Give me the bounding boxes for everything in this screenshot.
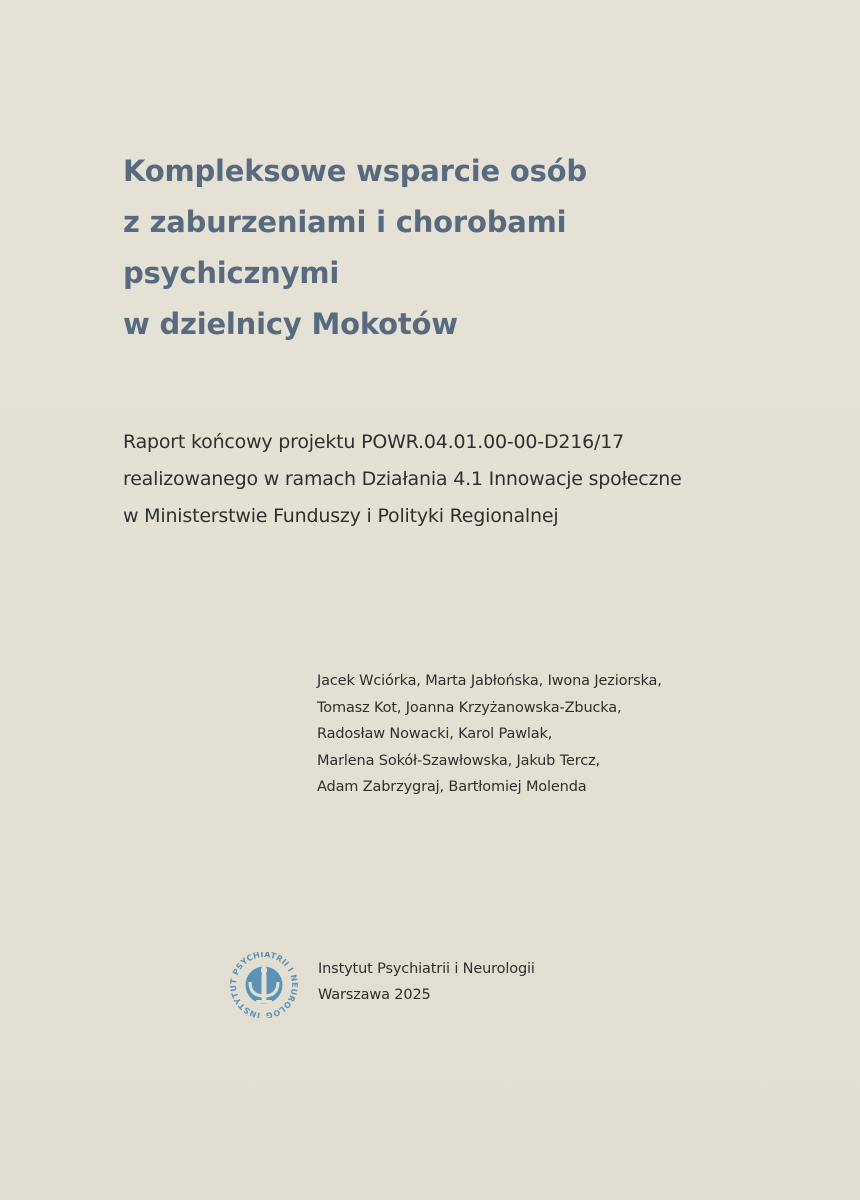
subtitle-line: w Ministerstwie Funduszy i Polityki Regionalnej	[123, 505, 559, 527]
authors-line: Jacek Wciórka, Marta Jabłońska, Iwona Jeziorska,	[317, 673, 662, 689]
title-line: psychicznymi	[123, 256, 340, 290]
report-subtitle	[123, 424, 803, 535]
authors-line: Adam Zabrzygraj, Bartłomiej Molenda	[317, 779, 587, 795]
institution-block	[318, 956, 718, 1008]
document-title	[123, 146, 763, 350]
institute-logo-icon	[228, 952, 300, 1018]
subtitle-line: realizowanego w ramach Działania 4.1 Innowacje społeczne	[123, 468, 682, 490]
title-line: Kompleksowe wsparcie osób	[123, 154, 587, 188]
title-line: z zaburzeniami i chorobami	[123, 205, 567, 239]
title-line: w dzielnicy Mokotów	[123, 307, 458, 341]
authors-line: Tomasz Kot, Joanna Krzyżanowska-Zbucka,	[317, 699, 622, 716]
authors-line: Marlena Sokół-Szawłowska, Jakub Tercz,	[317, 752, 600, 769]
authors-list	[317, 668, 797, 801]
subtitle-line: Raport końcowy projektu POWR.04.01.00-00-D216/17	[123, 431, 625, 453]
svg-text:INSTYTUT PSYCHIATRII I NEUROLO: INSTYTUT PSYCHIATRII I NEUROLOG	[228, 952, 300, 1018]
institution-name: Instytut Psychiatrii i Neurologii	[318, 961, 535, 977]
place-year: Warszawa 2025	[318, 987, 431, 1003]
authors-line: Radosław Nowacki, Karol Pawlak,	[317, 726, 553, 742]
